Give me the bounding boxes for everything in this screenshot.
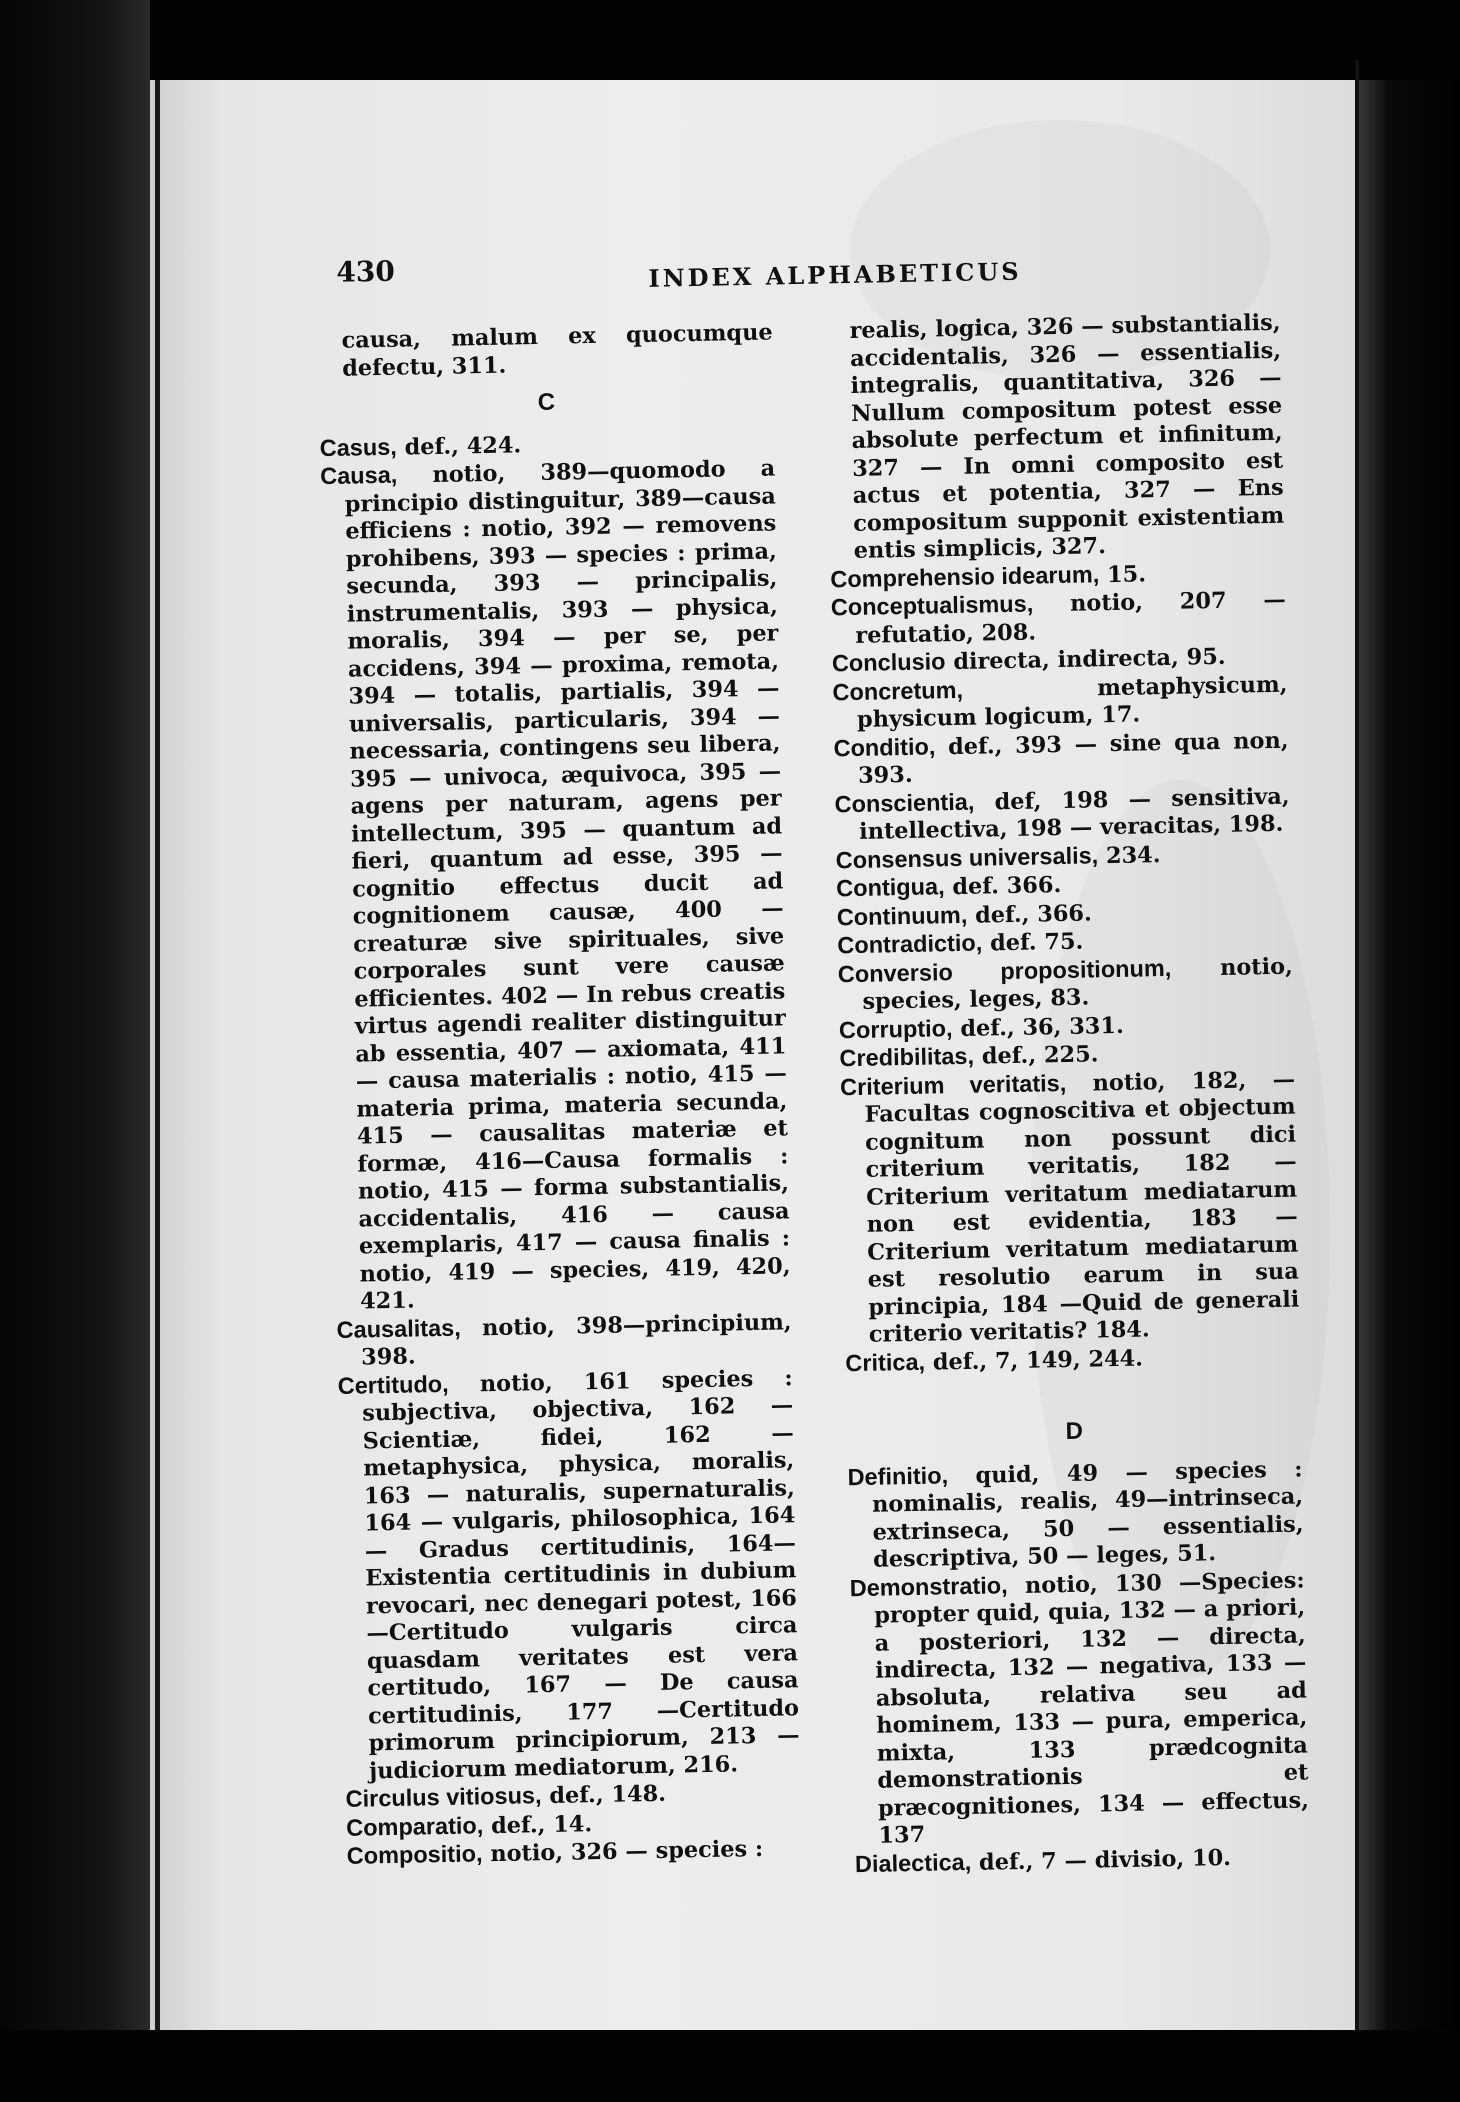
index-entry-text: def., 14. [483,1810,593,1839]
index-headword: Conditio, [833,732,936,761]
index-entry [832,670,1288,735]
scan-border-right [1358,80,1460,2035]
index-headword: Causa, [319,461,398,490]
section-letter: C [537,388,556,416]
scan-border-top [0,0,1460,80]
index-entry-continuation: causa, malum ex quocumque defectu, 311. [341,319,773,382]
page-content [133,68,1378,2046]
index-entry-text: notio, 207 — refutatio, 208. [855,586,1287,649]
index-entry-text: def, 198 — sensitiva, intellectiva, 198 — veracitas, 198. [858,783,1290,845]
index-entry-text: 234. [1097,841,1161,869]
scan-border-left [0,0,150,2102]
index-entry-text: directa, indirecta, 95. [945,643,1226,676]
index-headword: Consensus universalis, [835,841,1099,873]
index-headword: Credibilitas, [839,1042,975,1072]
index-entry-text: notio, 161 species : subjectiva, objectiva, 162 — Scientiæ, fidei, 162 — metaphysica, physica, moralis, 163 — naturalis, supernaturalis, 164 — vulgaris, philosophica, 164 — Gradus certitudinis, 164—Existentia certitudinis in dubium revocari, nec denegari potest, 166—Certitudo vulgaris circa quasdam veritates est vera certitudo, 167 — De causa certitudinis, 177 —Certitudo primorum principiorum, 213 — judiciorum mediatorum, 216. [362,1364,800,1784]
index-entry [320,454,791,1316]
index-entry-text: def., 366. [967,899,1093,929]
index-headword: Criterium veritatis, [839,1069,1067,1100]
index-entry-text: notio, 130 —Species: propter quid, quia, 132 — a priori, a posteriori, 132 — directa, indirecta, 132 — negativa, 133 — absoluta, relativa seu ad hominem, 133 — pura, emperica, mixta, 133 prædcognita demonstrationis et præcognitiones, 134 — effectus, 137 [873,1566,1310,1849]
index-headword: Conceptualismus, [830,590,1034,621]
index-entry [847,1455,1304,1575]
index-column-right [825,310,1310,1879]
index-entry-text: notio, 389—quomodo a principio distinguitur, 389—causa efficiens : notio, 392 — removens prohibens, 393 — species : prima, secunda, 393 — principalis, instrumentalis, 393 — physica, moralis, 394 — per se, per accidens, 394 — proxima, remota, 394 — totalis, partialis, 394 — universalis, particularis, 394 — necessaria, contingens seu libera, 395 — univoca, æquivoca, 395 — agens per naturam, agens per intellectum, 395 — quantum ad fieri, quantum ad esse, 395 — cognitio effectus ducit ad cognitionem causæ, 400 — creaturæ sive spirituales, sive corporales sunt vere causæ efficientes. 402 — In rebus creatis virtus agendi realiter distinguitur ab essentia, 407 — axiomata, 411 — causa materialis : notio, 415 — materia prima, materia secunda, 415 — causalitas materiæ et formæ, 416—Causa formalis : notio, 415 — forma substantialis, accidentalis, 416 — causa exemplaris, 417 — causa finalis : notio, 419 — species, 419, 420, 421. [344,455,791,1315]
index-headword: Conclusio [831,648,946,677]
index-entry [337,1364,800,1786]
index-entry-text: def., 148. [541,1780,667,1810]
index-entry [833,726,1289,791]
index-entry [840,1065,1300,1350]
index-entry-text: def., 225. [973,1041,1099,1070]
index-entry-text: def., 7 — divisio, 10. [970,1844,1232,1876]
index-entry-text: def., 393 — sine qua non, 393. [857,727,1289,789]
index-entry-text: notio, species, leges, 83. [862,953,1294,1015]
index-column-left [317,319,802,1871]
index-entry-text: def. 366. [944,872,1062,901]
index-headword: Concretum, [832,676,964,705]
index-headword: Definitio, [847,1461,949,1490]
index-headword: Contigua, [836,873,945,902]
index-entry [849,1566,1309,1851]
index-entry-text: notio, 326 — species : [482,1835,764,1868]
index-headword: Comprehensio idearum, [830,560,1100,592]
index-entry-text: def. 75. [982,928,1084,957]
index-entry-text: 15. [1099,560,1147,588]
page-number: 430 [336,254,396,289]
index-entry [838,952,1294,1017]
index-entry-text: def., 36, 331. [952,1012,1124,1042]
index-headword: Comparatio, [345,1811,484,1841]
index-headword: Conscientia, [834,788,975,817]
index-headword: Corruptio, [838,1014,953,1043]
index-headword: Continuum, [836,901,968,930]
index-headword: Dialectica, [854,1848,972,1877]
running-head: INDEX ALPHABETICUS [648,256,1022,293]
index-entry [834,782,1290,847]
index-entry-text: notio, 398—principium, 398. [360,1308,792,1371]
index-entry-continuation: realis, logica, 326 — substantialis, accidentalis, 326 — essentialis, integralis, quantitativa, 326 — Nullum compositum potest esse absolute perfectum et infinitum, 327 — In omni composito est actus et potentia, 327 — Ens compositum supponit existentiam entis simplicis, 327. [849,309,1285,564]
index-entry-text: quid, 49 — species : nominalis, realis, 49—intrinseca, extrinseca, 50 — essentialis, descriptiva, 50 — leges, 51. [871,1455,1304,1573]
index-headword: Compositio, [346,1840,483,1869]
index-entry-text: metaphysicum, physicum logicum, 17. [856,671,1288,733]
index-entry [336,1308,792,1373]
index-headword: Certitudo, [337,1370,449,1399]
index-headword: Critica, [845,1348,926,1376]
index-entry-text: def., 424. [396,431,522,461]
index-headword: Contradictio, [837,929,983,959]
index-headword: Demonstratio, [849,1571,1008,1601]
index-entry [831,586,1287,651]
index-headword: Causalitas, [336,1314,461,1343]
index-headword: Circulus vitiosus, [345,1782,542,1812]
section-letter: D [1065,1417,1084,1446]
index-entry-text: def., 7, 149, 244. [924,1345,1144,1376]
index-entry-text: notio, 182, — Facultas cognoscitiva et objectum cognitum non possunt dici criterium veritatis, 182 — Criterium veritatum mediatarum non est evidentia, 183 — Criterium veritatum mediatarum est resolutio earum in sua principia, 184 —Quid de generali criterio veritatis? 184. [864,1066,1300,1348]
index-headword: Casus, [319,433,398,461]
index-headword: Conversio propositionum, [837,954,1172,987]
